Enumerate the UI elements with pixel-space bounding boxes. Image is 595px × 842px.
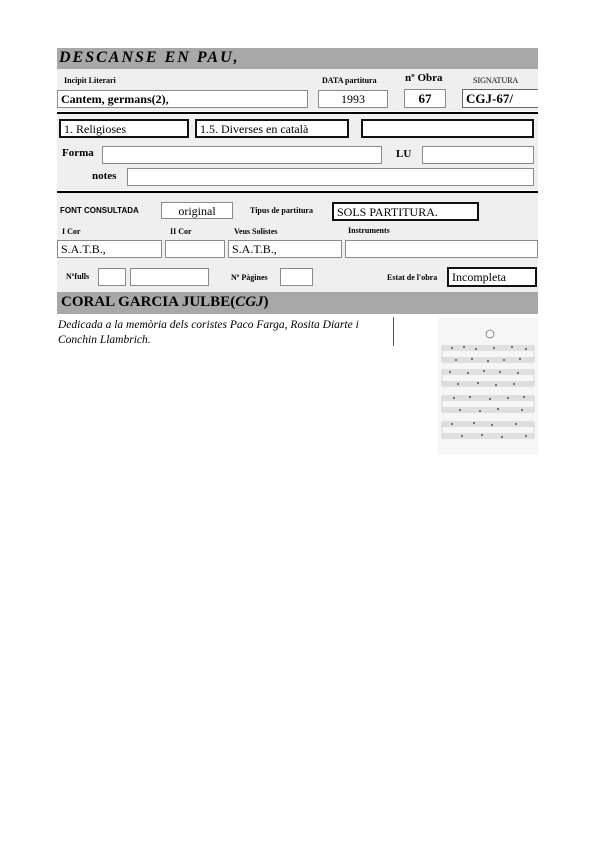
nfulls-field-2[interactable]	[130, 268, 209, 286]
veus-field[interactable]: S.A.T.B.,	[228, 240, 342, 258]
signatura-label: SIGNATURA	[473, 76, 519, 85]
dedication-text: Dedicada a la memòria dels coristes Paco Farga, Rosita Diarte i Conchin Llambrich.	[58, 319, 359, 346]
sheet-music-thumbnail-icon	[438, 318, 538, 454]
category-field-1[interactable]: 1. Religioses	[59, 119, 189, 138]
incipit-field[interactable]: Cantem, germans(2),	[57, 90, 308, 108]
choir-abbreviation: CGJ	[235, 294, 264, 310]
instruments-field[interactable]	[345, 240, 538, 258]
category-field-3[interactable]	[361, 119, 534, 138]
npagines-label: Nº Pàgines	[231, 273, 268, 282]
estat-label: Estat de l'obra	[387, 273, 438, 282]
lu-label: LU	[396, 148, 412, 160]
iicor-field[interactable]	[165, 240, 225, 258]
title-band	[57, 48, 538, 69]
font-consultada-label: FONT CONSULTADA	[60, 206, 139, 215]
data-field[interactable]: 1993	[318, 90, 388, 108]
notes-field[interactable]	[127, 168, 534, 186]
divider	[393, 317, 394, 346]
icor-field[interactable]: S.A.T.B.,	[57, 240, 162, 258]
choir-name: CORAL GARCIA JULBE(CGJ)	[61, 294, 269, 310]
signatura-field[interactable]: CGJ-67/	[462, 89, 538, 108]
icor-label: I Cor	[62, 227, 81, 236]
npagines-field[interactable]	[280, 268, 313, 286]
estat-field[interactable]: Incompleta	[447, 267, 537, 287]
veus-label: Veus Solistes	[234, 227, 278, 236]
tipus-label: Tipus de partitura	[250, 206, 313, 215]
data-label: DATA partitura	[322, 76, 377, 85]
tipus-field[interactable]: SOLS PARTITURA.	[332, 202, 479, 221]
nfulls-field-1[interactable]	[98, 268, 126, 286]
nobra-field[interactable]: 67	[404, 89, 446, 108]
forma-field[interactable]	[102, 146, 382, 164]
work-title: DESCANSE EN PAU,	[59, 49, 240, 66]
choir-band	[57, 292, 538, 314]
instruments-label: Instruments	[348, 226, 390, 235]
font-consultada-field[interactable]: original	[161, 202, 233, 219]
nfulls-label: Nºfulls	[66, 272, 90, 281]
lu-field[interactable]	[422, 146, 534, 164]
category-field-2[interactable]: 1.5. Diverses en català	[195, 119, 349, 138]
iicor-label: II Cor	[170, 227, 192, 236]
notes-label: notes	[92, 170, 117, 182]
forma-label: Forma	[62, 147, 94, 159]
nobra-label: nº Obra	[405, 72, 443, 84]
incipit-label: Incipit Literari	[64, 76, 116, 85]
sheet-music-graphic	[438, 318, 538, 454]
